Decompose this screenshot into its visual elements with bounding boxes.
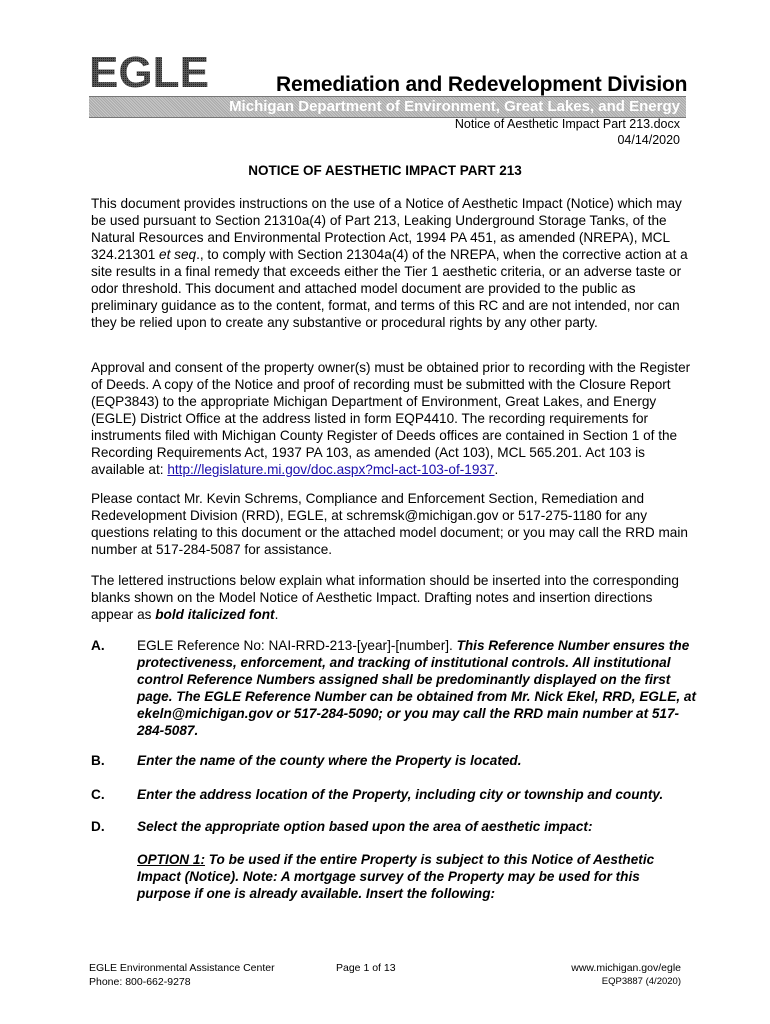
department-banner xyxy=(89,96,686,118)
paragraph-recording-text: Approval and consent of the property owner(s) must be obtained prior to recording with the Register of Deeds. A copy of the Notice and proof of recording must be submitted with the Closure Report (EQP3843) to the appropriate Michigan Department of Environment, Great Lakes, and Energy (EGLE) District Office at the address listed in form EQP4410. The recording requirements for instruments filed with Michigan County Register of Deeds offices are contained in Section 1 of the Recording Requirements Act, 1937 PA 103, as amended (Act 103), MCL 565.201. Act 103 is available at: xyxy=(91,360,691,477)
item-letter: A. xyxy=(91,638,105,653)
division-title: Remediation and Redevelopment Division xyxy=(276,73,688,96)
paragraph-intro xyxy=(91,195,691,331)
item-text xyxy=(137,637,697,739)
et-seq-italic: et seq xyxy=(159,247,197,262)
item-letter: B. xyxy=(91,753,105,768)
footer-center-name: EGLE Environmental Assistance Center xyxy=(89,962,275,974)
item-plain-text: EGLE Reference No: NAI-RRD-213-[year]-[number]. xyxy=(137,638,457,653)
item-text xyxy=(137,818,697,835)
paragraph-recording-end: . xyxy=(494,462,499,477)
svg-text:EGLE: EGLE xyxy=(89,54,209,90)
page-title: NOTICE OF AESTHETIC IMPACT PART 213 xyxy=(248,163,522,178)
paragraph-instructions xyxy=(91,572,691,623)
department-name: Michigan Department of Environment, Great Lakes, and Energy xyxy=(229,98,680,115)
item-letter: D. xyxy=(91,819,105,834)
paragraph-recording xyxy=(91,359,691,478)
egle-logo xyxy=(89,54,209,90)
footer-right xyxy=(571,961,681,989)
item-text xyxy=(137,786,697,803)
act-103-link[interactable]: http://legislature.mi.gov/doc.aspx?mcl-act-103-of-1937 xyxy=(167,462,495,477)
footer-phone: Phone: 800-662-9278 xyxy=(89,976,191,988)
paragraph-intro-text: This document provides instructions on the use of a Notice of Aesthetic Impact (Notice) which may be used pursuant to Section 21310a(4) of Part 213, Leaking Underground Storage Tanks, of the Natural Resources and Environmental Protection Act, 1994 PA 451, as amended (NREPA), MCL 324.21301 xyxy=(91,196,682,262)
footer-form-number: EQP3887 (4/2020) xyxy=(601,976,681,987)
paragraph-instructions-text: The lettered instructions below explain what information should be inserted into the corresponding blanks shown on the Model Notice of Aesthetic Impact. Drafting notes and insertion directions appear as xyxy=(91,573,679,622)
document-date: 04/14/2020 xyxy=(617,133,680,147)
item-text xyxy=(137,752,697,769)
option-1 xyxy=(137,851,682,902)
footer-website[interactable]: www.michigan.gov/egle xyxy=(571,962,681,974)
bold-italic-note: bold italicized font xyxy=(155,607,275,622)
option-1-label: OPTION 1: xyxy=(137,852,205,867)
footer-page-number: Page 1 of 13 xyxy=(336,962,396,974)
paragraph-instructions-end: . xyxy=(274,607,279,622)
paragraph-contact: Please contact Mr. Kevin Schrems, Compliance and Enforcement Section, Remediation and Redevelopment Division (RRD), EGLE, at schremsk@michigan.gov or 517-275-1180 for any questions relating to this document or the attached model document; or you may call the RRD main number at 517-284-5087 for assistance. xyxy=(91,491,688,557)
item-bold-italic-text: Enter the name of the county where the Property is located. xyxy=(137,753,522,768)
item-bold-italic-text: Select the appropriate option based upon the area of aesthetic impact: xyxy=(137,819,593,834)
item-letter: C. xyxy=(91,787,105,802)
paragraph-intro-text-2: ., to comply with Section 21304a(4) of the NREPA, when the corrective action at a site results in a final remedy that exceeds either the Tier 1 aesthetic criteria, or an adverse taste or odor threshold. This document and attached model document are provided to the public as preliminary guidance as to the content, format, and terms of this RC and are not intended, nor can they be relied upon to create any substantive or procedural rights by any other party. xyxy=(91,247,688,330)
file-name: Notice of Aesthetic Impact Part 213.docx xyxy=(454,117,680,131)
item-bold-italic-text: Enter the address location of the Property, including city or township and county. xyxy=(137,787,664,802)
item-bold-italic-text: This Reference Number ensures the protectiveness, enforcement, and tracking of institutional controls. All institutional control Reference Numbers assigned shall be predominantly displayed on the first page. The EGLE Reference Number can be obtained from Mr. Nick Ekel, RRD, EGLE, at ekeln@michigan.gov or 517-284-5090; or you may call the RRD main number at 517-284-5087. xyxy=(137,638,696,738)
document-meta xyxy=(455,116,680,148)
option-1-text: To be used if the entire Property is subject to this Notice of Aesthetic Impact (Notice). Note: A mortgage survey of the Property may be used for this purpose if one is already available. Insert the following: xyxy=(137,852,655,901)
footer-contact xyxy=(89,961,275,989)
